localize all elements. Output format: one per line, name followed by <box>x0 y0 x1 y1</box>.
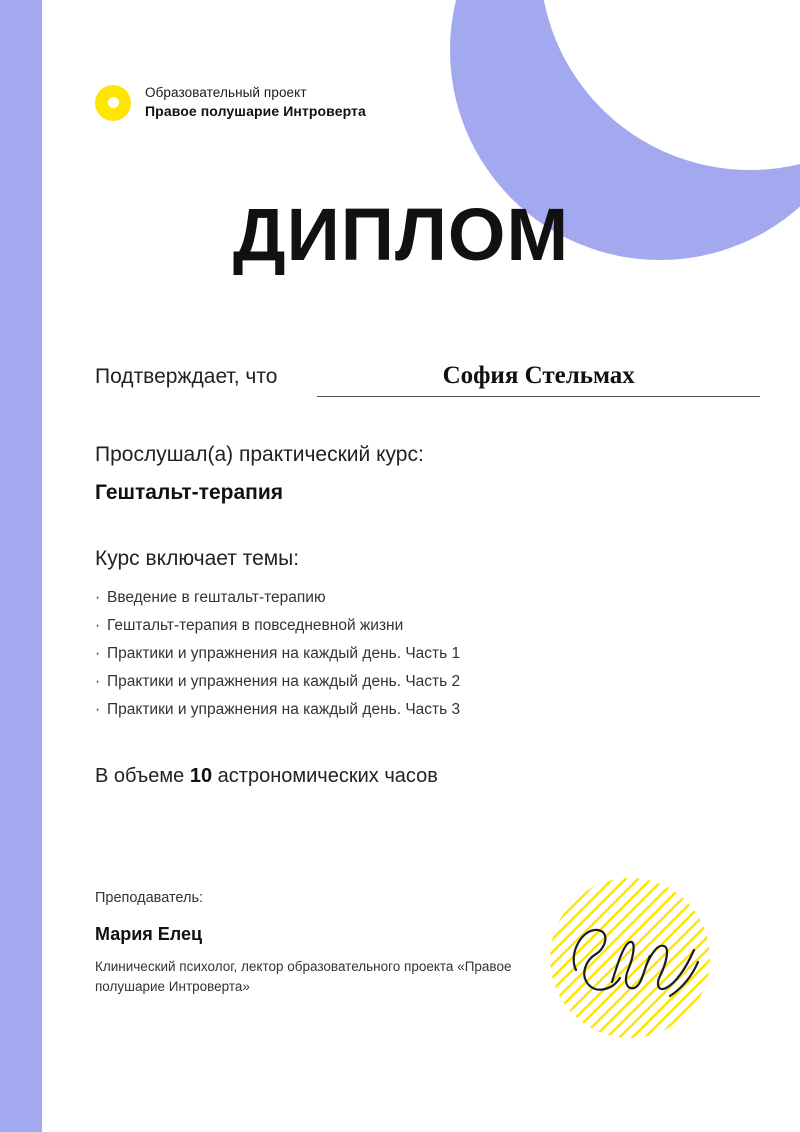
course-name: Гештальт-терапия <box>95 481 283 504</box>
topics-list <box>95 589 460 729</box>
diploma-content <box>42 0 800 1132</box>
left-accent-band <box>0 0 42 1132</box>
hours-suffix: астрономических часов <box>212 765 438 787</box>
course-label: Прослушал(а) практический курс: <box>95 443 424 466</box>
teacher-description: Клинический психолог, лектор образовательного проекта «Правое полушарие Интроверта» <box>95 959 512 994</box>
recipient-row <box>95 362 760 397</box>
recipient-label: Подтверждает, что <box>95 365 278 388</box>
handwritten-signature-icon <box>558 904 708 1014</box>
hours-value: 10 <box>189 765 213 787</box>
list-item: · Практики и упражнения на каждый день. Часть 3 <box>95 701 460 719</box>
yellow-donut-logo-icon <box>95 85 131 121</box>
brand-logo <box>95 84 366 121</box>
teacher-label: Преподаватель: <box>95 890 204 906</box>
list-item: · Практики и упражнения на каждый день. Часть 1 <box>95 645 460 663</box>
list-item: · Введение в гештальт-терапию <box>95 589 460 607</box>
page-title: ДИПЛОМ <box>232 193 570 276</box>
hours-prefix: В объеме <box>95 765 190 787</box>
list-item: · Практики и упражнения на каждый день. Часть 2 <box>95 673 460 691</box>
brand-line-2: Правое полушарие Интроверта <box>145 103 366 120</box>
topics-label: Курс включает темы: <box>95 547 300 570</box>
recipient-name: София Стельмах <box>442 362 635 389</box>
hours-line <box>95 765 438 788</box>
list-item: · Гештальт-терапия в повседневной жизни <box>95 617 460 635</box>
teacher-name: Мария Елец <box>95 924 203 944</box>
recipient-name-field <box>317 362 760 397</box>
brand-text <box>145 84 366 121</box>
brand-line-1: Образовательный проект <box>145 85 307 100</box>
stamp-area <box>550 878 710 1038</box>
